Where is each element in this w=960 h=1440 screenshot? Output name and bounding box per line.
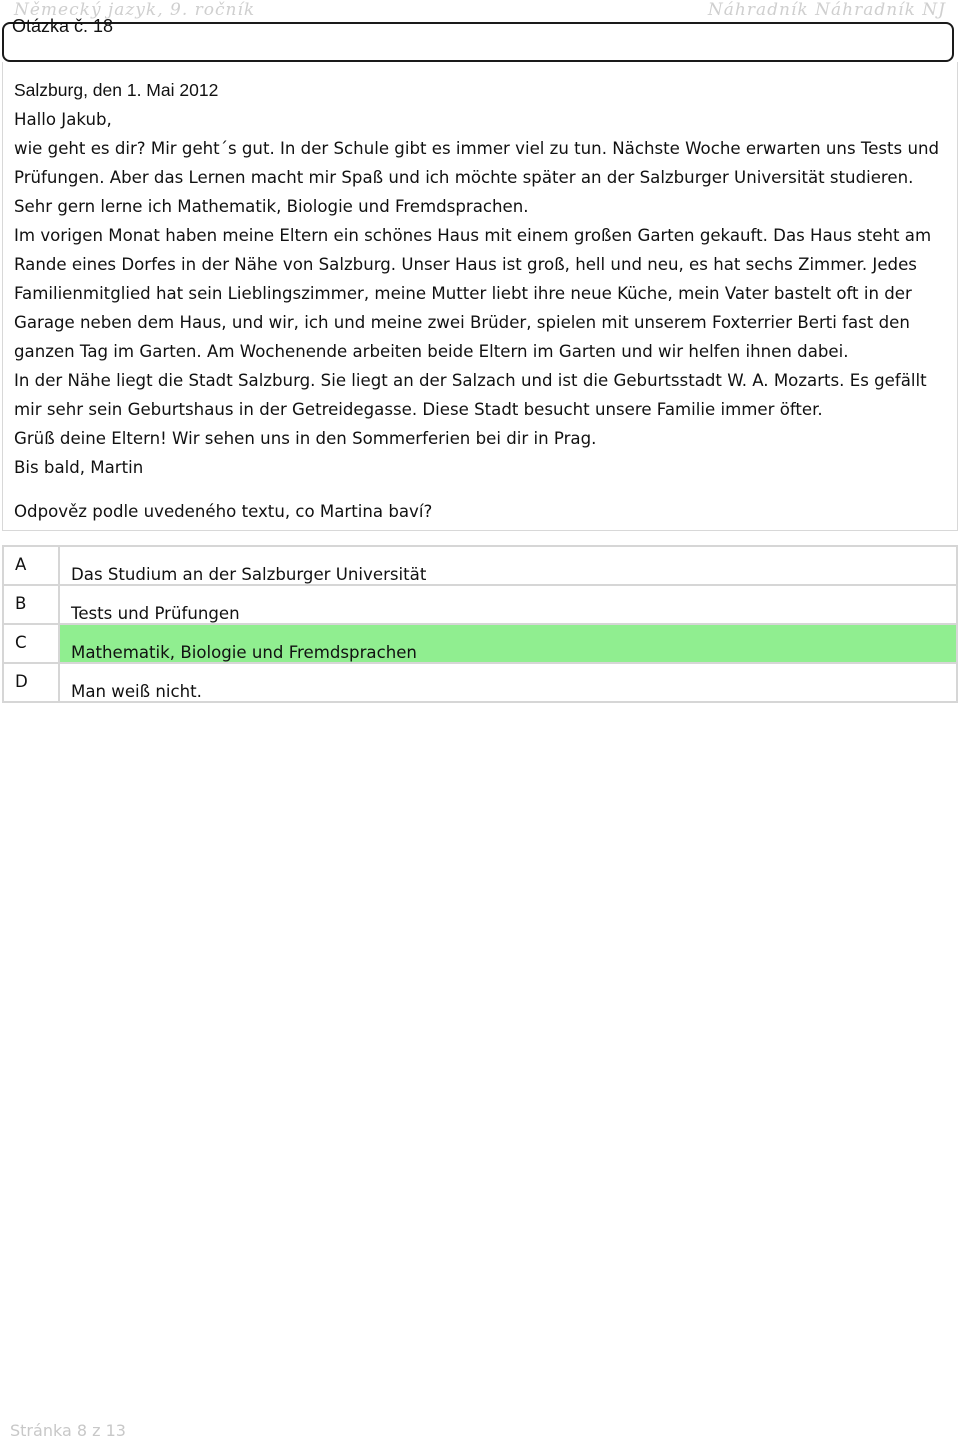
- answer-option-b[interactable]: [3, 585, 957, 624]
- header-subject: Německý jazyk, 9. ročník: [14, 0, 256, 20]
- letter-text: [14, 76, 949, 482]
- answer-option-c-correct[interactable]: [3, 624, 957, 663]
- option-letter: C: [3, 624, 59, 663]
- letter-date: Salzburg, den 1. Mai 2012: [14, 80, 219, 100]
- letter-paragraph-3: In der Nähe liegt die Stadt Salzburg. Sie liegt an der Salzach und ist die Geburtsstadt W. A. Mozarts. Es gefällt mir sehr sein Geburtshaus in der Getreidegasse. Diese Stadt besucht unsere Familie immer öfter.: [14, 371, 927, 419]
- letter-paragraph-4: Grüß deine Eltern! Wir sehen uns in den Sommerferien bei dir in Prag.: [14, 429, 597, 448]
- option-letter: B: [3, 585, 59, 624]
- answer-option-d[interactable]: [3, 663, 957, 702]
- letter-greeting: Hallo Jakub,: [14, 110, 112, 129]
- option-letter: A: [3, 546, 59, 585]
- question-title-box: [2, 22, 954, 62]
- page-number: Stránka 8 z 13: [10, 1421, 126, 1440]
- option-text: Man weiß nicht.: [59, 663, 957, 702]
- option-text: Das Studium an der Salzburger Universität: [59, 546, 957, 585]
- letter-paragraph-1: wie geht es dir? Mir geht´s gut. In der Schule gibt es immer viel zu tun. Nächste Woche erwarten uns Tests und Prüfungen. Aber das Lernen macht mir Spaß und ich möchte später an der Salzburger Universität studieren. Sehr gern lerne ich Mathematik, Biologie und Fremdsprachen.: [14, 139, 940, 216]
- answer-option-a[interactable]: [3, 546, 957, 585]
- question-prompt: Odpověz podle uvedeného textu, co Martina baví?: [14, 502, 433, 521]
- option-text: Tests und Prüfungen: [59, 585, 957, 624]
- option-letter: D: [3, 663, 59, 702]
- option-text: Mathematik, Biologie und Fremdsprachen: [59, 624, 957, 663]
- header-variant: Náhradník Náhradník NJ: [707, 0, 946, 20]
- letter-closing: Bis bald, Martin: [14, 458, 144, 477]
- question-title: Otázka č. 18: [12, 16, 114, 36]
- letter-paragraph-2: Im vorigen Monat haben meine Eltern ein schönes Haus mit einem großen Garten gekauft. Das Haus steht am Rande eines Dorfes in der Nähe von Salzburg. Unser Haus ist groß, hell und neu, es hat sechs Zimmer. Jedes Familienmitglied hat sein Lieblingszimmer, meine Mutter liebt ihre neue Küche, mein Vater bastelt oft in der Garage neben dem Haus, und wir, ich und meine zwei Brüder, spielen mit unserem Foxterrier Berti fast den ganzen Tag im Garten. Am Wochenende arbeiten beide Eltern im Garten und wir helfen ihnen dabei.: [14, 226, 932, 361]
- answer-options: [2, 545, 958, 703]
